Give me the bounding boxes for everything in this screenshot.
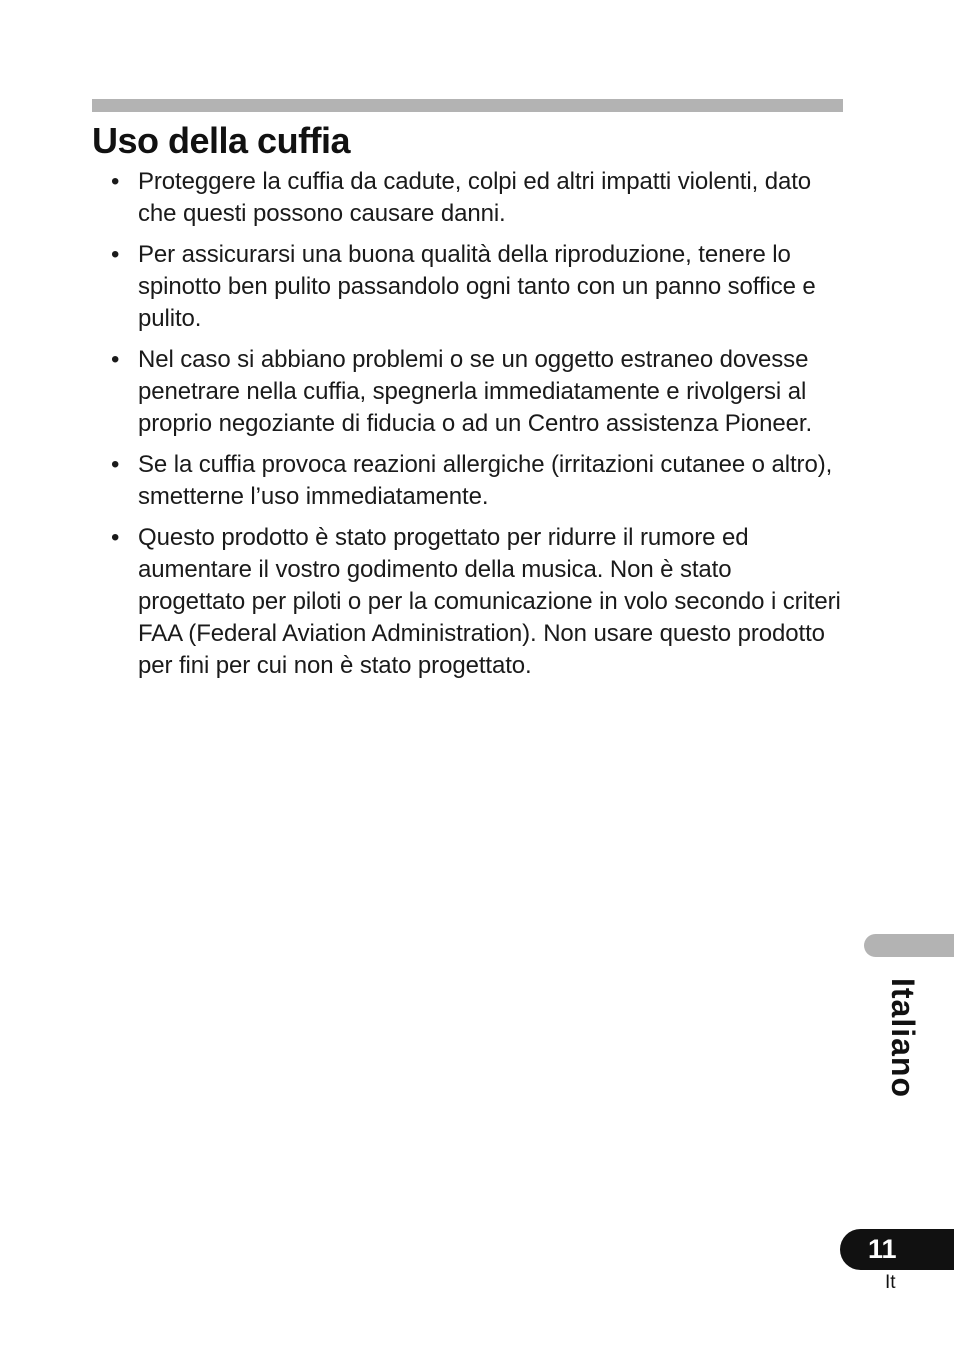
language-tab-marker [864, 934, 954, 957]
bullet-dot: • [111, 168, 120, 195]
bullet-dot: • [111, 524, 120, 551]
section-title: Uso della cuffia [92, 120, 351, 161]
language-label: Italiano [885, 978, 921, 1099]
list-item [92, 239, 844, 335]
list-item-text: Nel caso si abbiano problemi o se un oggetto estraneo dovesse penetrare nella cuffia, spegnerla immediatamente e rivolgersi al proprio negoziante di fiducia o ad un Centro assistenza Pioneer. [138, 346, 813, 437]
page-number: 11 [868, 1234, 897, 1264]
list-item [92, 522, 844, 682]
bullet-dot: • [111, 451, 120, 478]
list-item-text: Se la cuffia provoca reazioni allergiche (irritazioni cutanee o altro), smetterne l’uso immediatamente. [138, 451, 833, 510]
list-item [92, 166, 844, 230]
page-number-badge [840, 1229, 954, 1270]
list-item-text: Per assicurarsi una buona qualità della riproduzione, tenere lo spinotto ben pulito passandolo ogni tanto con un panno soffice e pulito. [138, 241, 816, 332]
list-item [92, 449, 844, 513]
list-item-text: Questo prodotto è stato progettato per ridurre il rumore ed aumentare il vostro godimento della musica. Non è stato progettato per piloti o per la comunicazione in volo secondo i criteri FAA (Federal Aviation Administration). Non usare questo prodotto per fini per cui non è stato progettato. [138, 524, 841, 679]
list-item-text: Proteggere la cuffia da cadute, colpi ed altri impatti violenti, dato che questi possono causare danni. [138, 168, 812, 227]
bullet-list [92, 166, 844, 691]
section-top-rule [92, 99, 843, 112]
bullet-dot: • [111, 346, 120, 373]
list-item [92, 344, 844, 440]
page-language-code: It [885, 1272, 896, 1293]
bullet-dot: • [111, 241, 120, 268]
